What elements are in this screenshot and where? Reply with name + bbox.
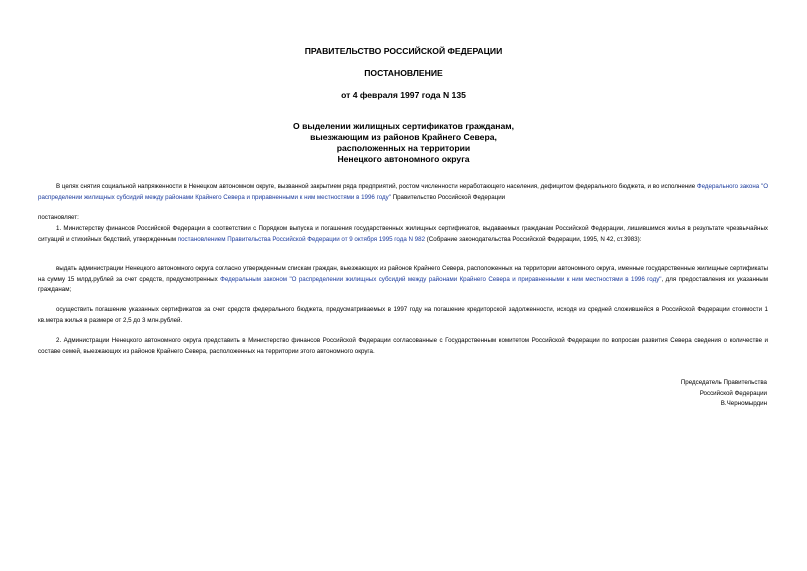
item-1a-text: , для предоставления их указанным гражданам;: [38, 275, 769, 293]
document-title: [0, 121, 807, 165]
title-line: расположенных на территории: [336, 143, 471, 153]
item-1a-paragraph: [38, 264, 768, 296]
resolves-text: постановляет:: [38, 214, 79, 221]
federal-law-link[interactable]: Федерального закона "О распределении жилищных субсидий между районами Крайнего Севера и приравненными к ним местностями в 1996 году": [38, 183, 769, 201]
signature-position: Председатель Правительства: [680, 379, 767, 386]
item-1-paragraph: [38, 224, 768, 245]
preamble-text: В целях снятия социальной напряженности в Ненецком автономном округе, вызванной закрытием ряда предприятий, ростом численности неработающего населения, дефицитом федерального бюджета, и во исполнение: [56, 183, 697, 190]
date-number-heading: от 4 февраля 1997 года N 135: [341, 90, 466, 100]
resolution-982-link[interactable]: постановлением Правительства Российской Федерации от 9 октября 1995 года N 982: [177, 235, 426, 243]
doc-type-heading: ПОСТАНОВЛЕНИЕ: [364, 68, 443, 78]
title-line: выезжающим из районов Крайнего Севера,: [310, 132, 497, 142]
item-1-text: 1. Министерству финансов Российской Федерации в соответствии с Порядком выпуска и погашения государственных жилищных сертификатов, выдаваемых гражданам Российской Федерации, лишившимся жилья в результате чрезвычайных ситуаций и стихийных бедствий, утвержденным: [38, 225, 768, 243]
item-1-text: (Собрание законодательства Российской Федерации, 1995, N 42, ст.3983):: [425, 235, 642, 243]
item-1a-text: выдать администрации Ненецкого автономного округа согласно утвержденным спискам граждан, выезжающих из районов Крайнего Севера, расположенных на территории автономного округа, именные государственные жилищные сертификаты на сумму 15 млрд.рублей за счет средств, предусмотренных: [38, 265, 768, 283]
federal-law-link-2[interactable]: Федеральным законом "О распределении жилищных субсидий между районами Крайнего Севера и приравненными к ним местностями в 1996 году": [220, 275, 662, 283]
signature-position: Российской Федерации: [699, 389, 767, 397]
title-line: Ненецкого автономного округа: [337, 154, 470, 164]
item-2-paragraph: [38, 336, 768, 357]
title-line: О выделении жилищных сертификатов гражданам,: [293, 121, 514, 131]
resolves-line: [38, 213, 768, 224]
signature-name: В.Черномырдин: [720, 400, 767, 407]
preamble-text: Правительство Российской Федерации: [390, 193, 506, 201]
government-heading: ПРАВИТЕЛЬСТВО РОССИЙСКОЙ ФЕДЕРАЦИИ: [304, 46, 503, 56]
signature-block: [681, 378, 767, 410]
item-1b-paragraph: [38, 305, 768, 326]
preamble-paragraph: [38, 182, 768, 203]
item-1b-text: осуществить погашение указанных сертификатов за счет средств федерального бюджета, предусматриваемых в 1997 году на погашение кредиторской задолженности, исходя из средней сложившейся в Российской Федерации стоимости 1 кв.метра жилья в размере от 2,5 до 3 млн.рублей.: [38, 306, 768, 324]
item-2-text: 2. Администрации Ненецкого автономного округа представить в Министерство финансов Российской Федерации согласованные с Государственным комитетом Российской Федерации по вопросам развития Севера сведения о количестве и составе семей, выезжающих из районов Крайнего Севера, расположенных на территории этого автономного округа.: [38, 337, 768, 355]
